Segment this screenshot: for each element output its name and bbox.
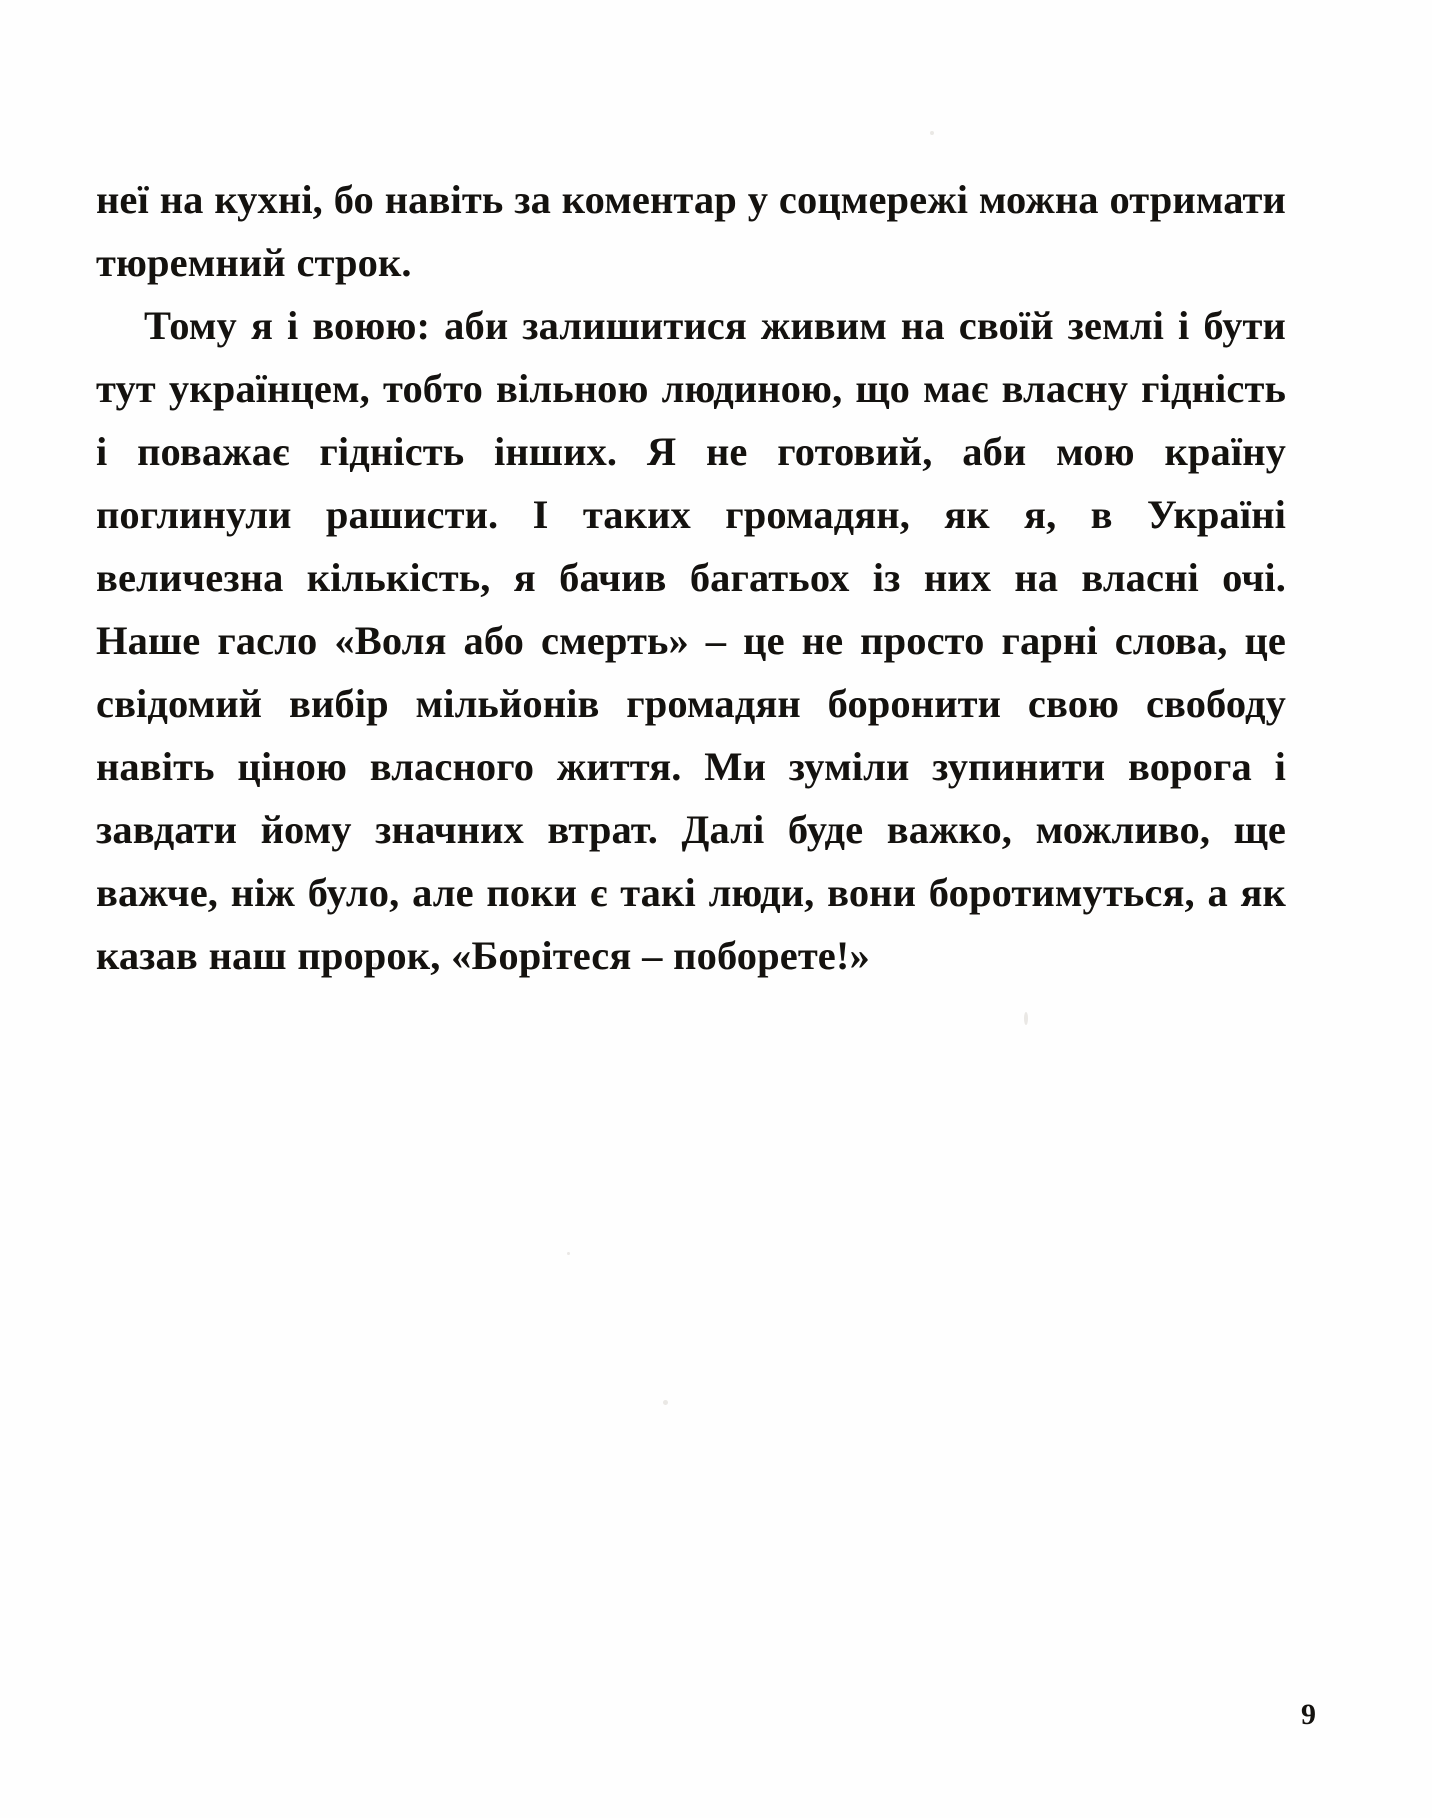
paragraph-continued: неї на кухні, бо навіть за коментар у соцмережі можна отримати тюремний строк. [96,177,1286,285]
page-number: 9 [1301,1698,1316,1731]
paper-speck [930,131,934,135]
paper-speck [1024,1012,1028,1025]
paper-speck [663,1400,668,1405]
paragraph-main: Тому я і воюю: аби залишитися живим на своїй землі і бути тут українцем, тобто вільною людиною, що має власну гідність і поважає гідність інших. Я не готовий, аби мою країну поглинули рашисти. І таких громадян, як я, в Україні величезна кількість, я бачив багатьох із них на власні очі. Наше гасло «Воля або смерть» – це не просто гарні слова, це свідомий вибір мільйонів громадян боронити свою свободу навіть ціною власного життя. Ми зуміли зупинити ворога і завдати йому значних втрат. Далі буде важко, можливо, ще важче, ніж було, але поки є такі люди, вони боротимуться, а як казав наш пророк, «Борітеся – поборете!» [96,303,1286,978]
page-text-block [96,168,1286,987]
paper-speck [567,1252,570,1255]
